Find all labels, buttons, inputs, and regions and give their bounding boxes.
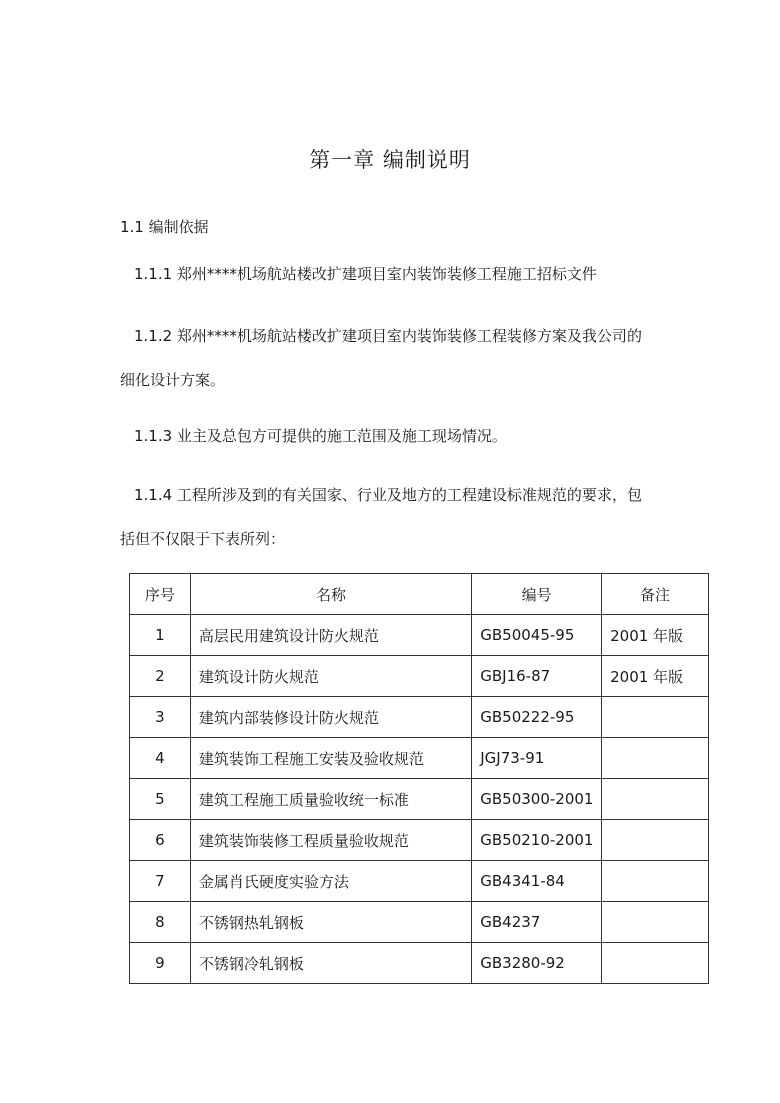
cell-index: 3	[130, 697, 191, 738]
table-row	[130, 943, 709, 984]
item-1-1-1	[120, 252, 665, 296]
table-row	[130, 615, 709, 656]
cell-note	[602, 861, 709, 902]
item-line-2: 细化设计方案。	[120, 371, 226, 389]
item-line-2: 括但不仅限于下表所列：	[120, 530, 286, 548]
cell-code: GB4237	[472, 902, 602, 943]
cell-note	[602, 779, 709, 820]
table-row	[130, 738, 709, 779]
cell-note: 2001 年版	[602, 615, 709, 656]
cell-index: 7	[130, 861, 191, 902]
cell-index: 9	[130, 943, 191, 984]
table-row	[130, 779, 709, 820]
cell-code: GBJ16-87	[472, 656, 602, 697]
section-heading: 1.1 编制依据	[120, 218, 209, 236]
cell-name: 建筑设计防火规范	[190, 656, 471, 697]
cell-name: 建筑装饰装修工程质量验收规范	[190, 820, 471, 861]
cell-name: 不锈钢冷轧钢板	[190, 943, 471, 984]
cell-code: GB50045-95	[472, 615, 602, 656]
cell-note	[602, 902, 709, 943]
cell-code: GB3280-92	[472, 943, 602, 984]
standards-table	[129, 573, 709, 984]
table-row	[130, 861, 709, 902]
cell-name: 不锈钢热轧钢板	[190, 902, 471, 943]
cell-index: 2	[130, 656, 191, 697]
item-text: 1.1.3 业主及总包方可提供的施工范围及施工现场情况。	[134, 427, 507, 445]
cell-note: 2001 年版	[602, 656, 709, 697]
cell-name: 建筑内部装修设计防火规范	[190, 697, 471, 738]
cell-note	[602, 697, 709, 738]
cell-name: 建筑工程施工质量验收统一标准	[190, 779, 471, 820]
cell-code: GB50222-95	[472, 697, 602, 738]
item-line-1: 1.1.2 郑州****机场航站楼改扩建项目室内装饰装修工程装修方案及我公司的	[134, 327, 642, 345]
cell-code: GB50300-2001	[472, 779, 602, 820]
chapter-title: 第一章 编制说明	[309, 148, 471, 172]
cell-code: JGJ73-91	[472, 738, 602, 779]
cell-name: 建筑装饰工程施工安装及验收规范	[190, 738, 471, 779]
item-1-1-2	[120, 314, 665, 402]
table-row	[130, 902, 709, 943]
item-text: 1.1.1 郑州****机场航站楼改扩建项目室内装饰装修工程施工招标文件	[134, 265, 597, 283]
header-code: 编号	[472, 574, 602, 615]
cell-code: GB4341-84	[472, 861, 602, 902]
cell-note	[602, 943, 709, 984]
item-1-1-4	[120, 473, 665, 561]
cell-name: 金属肖氏硬度实验方法	[190, 861, 471, 902]
cell-index: 8	[130, 902, 191, 943]
table-row	[130, 820, 709, 861]
header-name: 名称	[190, 574, 471, 615]
table-row	[130, 697, 709, 738]
cell-index: 5	[130, 779, 191, 820]
header-index: 序号	[130, 574, 191, 615]
cell-note	[602, 738, 709, 779]
item-line-1: 1.1.4 工程所涉及到的有关国家、行业及地方的工程建设标准规范的要求，包	[134, 486, 642, 504]
cell-code: GB50210-2001	[472, 820, 602, 861]
table-row	[130, 656, 709, 697]
cell-note	[602, 820, 709, 861]
item-1-1-3	[120, 414, 665, 458]
header-note: 备注	[602, 574, 709, 615]
table-header-row	[130, 574, 709, 615]
cell-index: 6	[130, 820, 191, 861]
cell-index: 4	[130, 738, 191, 779]
cell-name: 高层民用建筑设计防火规范	[190, 615, 471, 656]
cell-index: 1	[130, 615, 191, 656]
